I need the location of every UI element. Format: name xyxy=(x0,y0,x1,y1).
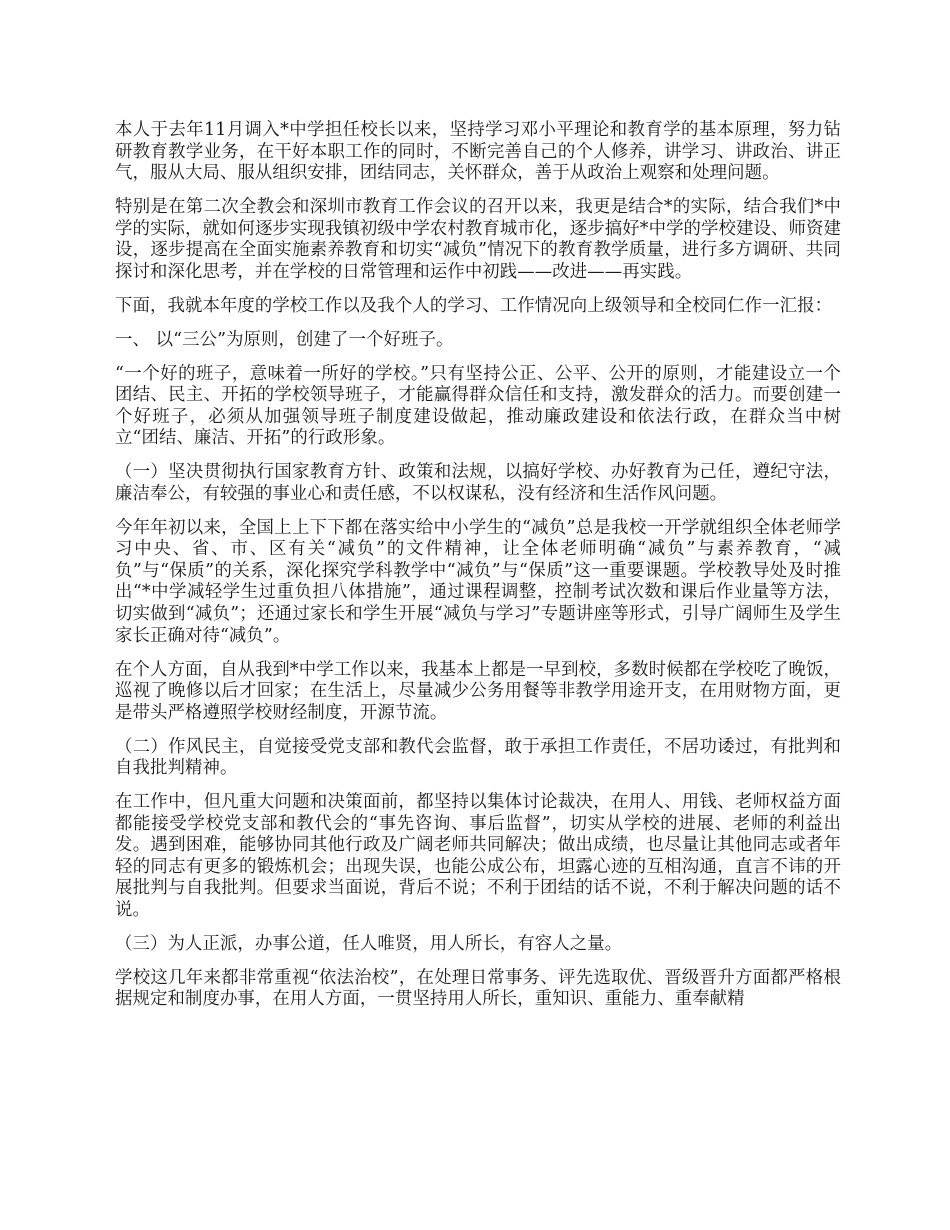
paragraph-personal: 在个人方面，自从我到*中学工作以来，我基本上都是一早到校，多数时候都在学校吃了晚饭，巡视了晚修以后才回家；在生活上，尽量减少公务用餐等非教学用途开支，在用财物方面，更是带头严格遵照学校财经制度，开源节流。 xyxy=(115,659,841,723)
subsection-heading-3: （三）为人正派，办事公道，任人唯贤，用人所长，有容人之量。 xyxy=(115,933,623,954)
paragraph-rule-of-law: 学校这几年来都非常重视“依法治校”，在处理日常事务、评先选取优、晋级晋升方面都严格根据规定和制度办事，在用人方面，一贯坚持用人所长，重知识、重能力、重奉献精 xyxy=(115,967,841,1010)
paragraph-intro: 本人于去年11月调入*中学担任校长以来，坚持学习邓小平理论和教育学的基本原理，努力钻研教育教学业务，在干好本职工作的同时，不断完善自己的个人修养，讲学习、讲政治、讲正气，服从大局、服从组织安排，团结同志，关怀群众，善于从政治上观察和处理问题。 xyxy=(115,120,841,184)
paragraph-democratic-work: 在工作中，但凡重大问题和决策面前，都坚持以集体讨论裁决，在用人、用钱、老师权益方面都能接受学校党支部和教代会的“事先咨询、事后监督”，切实从学校的进展、老师的利益出发。遇到困难，能够协同其他行政及广阔老师共同解决；做出成绩，也尽量让其他同志或者年轻的同志有更多的锻炼机会；出现失误，也能公成公布，坦露心迹的互相沟通，直言不讳的开展批判与自我批判。但要求当面说，背后不说；不利于团结的话不说，不利于解决问题的话不说。 xyxy=(115,792,841,921)
paragraph-good-team: “一个好的班子，意味着一所好的学校。”只有坚持公正、公平、公开的原则，才能建设立一个团结、民主、开拓的学校领导班子，才能赢得群众信任和支持，激发群众的活力。而要创建一个好班子，必须从加强领导班子制度建设做起，推动廉政建设和依法行政，在群众当中树立“团结、廉洁、开拓”的行政形象。 xyxy=(115,363,841,449)
section-heading-1: 一、 以“三公”为原则，创建了一个好班子。 xyxy=(115,329,454,350)
subsection-heading-2: （二）作风民主，自觉接受党支部和教代会监督，敢于承担工作责任，不居功诿过，有批判和自我批判精神。 xyxy=(115,736,841,779)
document-page xyxy=(115,120,841,1023)
paragraph-context: 特别是在第二次全教会和深圳市教育工作会议的召开以来，我更是结合*的实际，结合我们*中学的实际，就如何逐步实现我镇初级中学农村教育城市化，逐步搞好*中学的学校建设、师资建设，逐步提高在全面实施素养教育和切实“减负”情况下的教育教学质量，进行多方调研、共同探讨和深化思考，并在学校的日常管理和运作中初践——改进——再实践。 xyxy=(115,197,841,282)
subsection-heading-1: （一）坚决贯彻执行国家教育方针、政策和法规，以搞好学校、办好教育为己任，遵纪守法，廉洁奉公，有较强的事业心和责任感，不以权谋私，没有经济和生活作风问题。 xyxy=(115,462,841,504)
paragraph-report-intro: 下面，我就本年度的学校工作以及我个人的学习、工作情况向上级领导和全校同仁作一汇报： xyxy=(115,295,833,316)
paragraph-burden-reduction: 今年年初以来，全国上上下下都在落实给中小学生的“减负”总是我校一开学就组织全体老师学习中央、省、市、区有关“减负”的文件精神，让全体老师明确“减负”与素养教育，“减负”与“保质”的关系，深化探究学科教学中“减负”与“保质”这一重要课题。学校教导处及时推出“*中学减轻学生过重负担八体措施”，通过课程调整，控制考试次数和课后作业量等方法，切实做到“减负”；还通过家长和学生开展“减负与学习”专题讲座等形式，引导广阔师生及学生家长正确对待“减负”。 xyxy=(115,517,841,646)
